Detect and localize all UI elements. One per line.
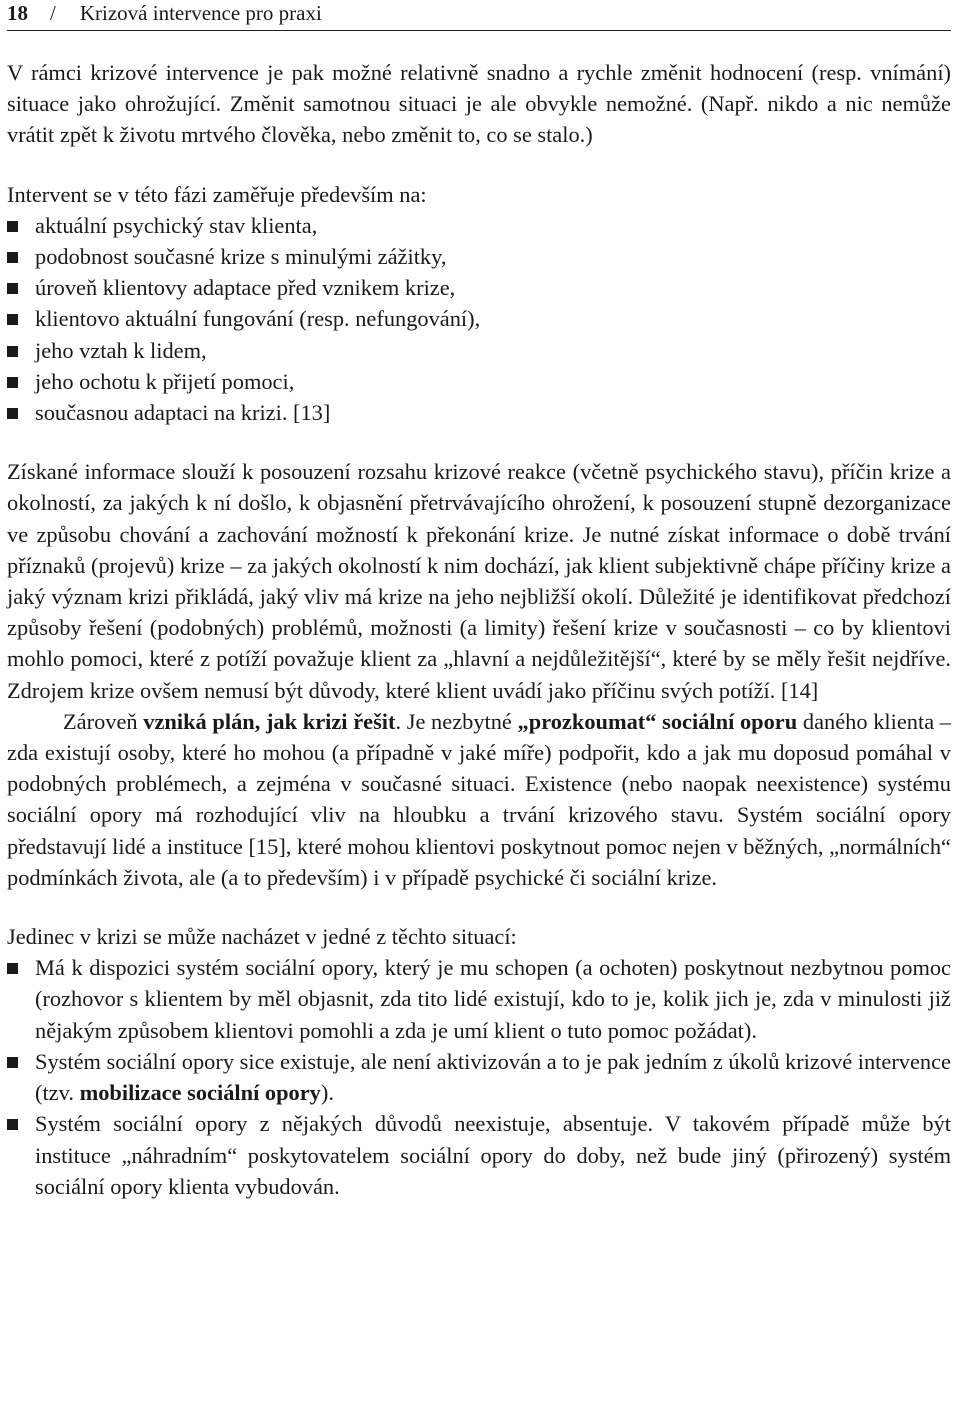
- list-item: jeho ochotu k přijetí pomoci,: [7, 366, 951, 397]
- paragraph-appraisal: V rámci krizové intervence je pak možné relativně snadno a rychle změnit hodnocení (resp. vnímání) situace jako ohrožující. Změnit samotnou situaci je ale obvykle nemožné. (Např. nikdo a nic nemůže vrátit zpět k životu mrtvého člověka, nebo změnit to, co se stalo.): [7, 60, 951, 148]
- list-item: úroveň klientovy adaptace před vznikem krize,: [7, 272, 951, 303]
- list-item: současnou adaptaci na krizi. [13]: [7, 397, 951, 428]
- list-item: Systém sociální opory sice existuje, ale není aktivizován a to je pak jedním z úkolů krizové intervence (tzv. mobilizace sociální opory).: [7, 1046, 951, 1108]
- emphasis-plan: vzniká plán, jak krizi řešit: [143, 708, 396, 734]
- focus-list: [7, 210, 951, 428]
- document-page: [7, 0, 951, 1202]
- situations-list: [7, 952, 951, 1202]
- paragraph-social-support: Zároveň vzniká plán, jak krizi řešit. Je nezbytné „prozkoumat“ sociální oporu daného klienta – zda existují osoby, které ho mohou (a případně v jaké míře) podpořit, kdo a jak mu doposud pomáhal v podobných problémech, a zejména v současné situaci. Existence (nebo naopak neexistence) systému sociální opory má rozhodující vliv na hloubku a trvání krizového stavu. Systém sociální opory představují lidé a instituce [15], které mohou klientovi poskytnout pomoc nejen v běžných, „normálních“ podmínkách života, ale (a to především) i v případě psychické či sociální krize.: [7, 708, 951, 890]
- list-item: Má k dispozici systém sociální opory, který je mu schopen (a ochoten) poskytnout nezbytnou pomoc (rozhovor s klientem by měl objasnit, zda tito lidé existují, kdo to je, kolik jich je, zda v minulosti již nějakým způsobem klientovi pomohli a zda je umí klient o tuto pomoc požádat).: [7, 952, 951, 1046]
- list-item: podobnost současné krize s minulými zážitky,: [7, 241, 951, 272]
- paragraph-information-gathering: Získané informace slouží k posouzení rozsahu krizové reakce (včetně psychického stavu), příčin krize a okolností, za jakých k ní došlo, k objasnění přetrvávajícího ohrožení, k posouzení stupně dezorganizace ve způsobu chování a zachování možností k překonání krize. Je nutné získat informace o době trvání příznaků (projevů) krize – za jakých okolností k nim dochází, jak klient subjektivně chápe příčiny krize a jaký význam krizi přikládá, jaký vliv má krize na jeho nejbližší okolí. Důležité je identifikovat předchozí způsoby řešení (podobných) problémů, možnosti (a limity) řešení krize v současnosti – co by klientovi mohlo pomoci, které z potíží považuje klient za „hlavní a nejdůležitější“, které by se měly řešit nejdříve. Zdrojem krize ovšem nemusí být důvody, které klient uvádí jako příčinu svých potíží. [14]: [7, 459, 951, 703]
- bullet-square-icon: [7, 252, 18, 263]
- running-title: Krizová intervence pro praxi: [79, 1, 322, 25]
- emphasis-social-support: „prozkoumat“ sociální oporu: [517, 708, 798, 734]
- bullet-square-icon: [7, 314, 18, 325]
- list-item: Systém sociální opory z nějakých důvodů neexistuje, absentuje. V takovém případě může být instituce „náhradním“ poskytovatelem sociální opory do doby, než bude jiný (přirozený) systém sociální opory klienta vybudován.: [7, 1108, 951, 1202]
- bullet-square-icon: [7, 408, 18, 419]
- paragraph-focus-intro: Intervent se v této fázi zaměřuje především na:: [7, 181, 427, 207]
- bullet-square-icon: [7, 963, 18, 974]
- bullet-square-icon: [7, 1119, 18, 1130]
- list-item: klientovo aktuální fungování (resp. nefungování),: [7, 303, 951, 334]
- paragraph-situations-intro: Jedinec v krizi se může nacházet v jedné z těchto situací:: [7, 924, 517, 950]
- bullet-square-icon: [7, 221, 18, 232]
- list-item: aktuální psychický stav klienta,: [7, 210, 951, 241]
- bullet-square-icon: [7, 283, 18, 294]
- emphasis-mobilization: mobilizace sociální opory: [79, 1080, 321, 1106]
- bullet-square-icon: [7, 1057, 18, 1068]
- list-item: jeho vztah k lidem,: [7, 335, 951, 366]
- running-header: [7, 0, 951, 31]
- bullet-square-icon: [7, 346, 18, 357]
- page-number: 18: [7, 1, 28, 25]
- bullet-square-icon: [7, 377, 18, 388]
- header-separator: /: [50, 1, 56, 25]
